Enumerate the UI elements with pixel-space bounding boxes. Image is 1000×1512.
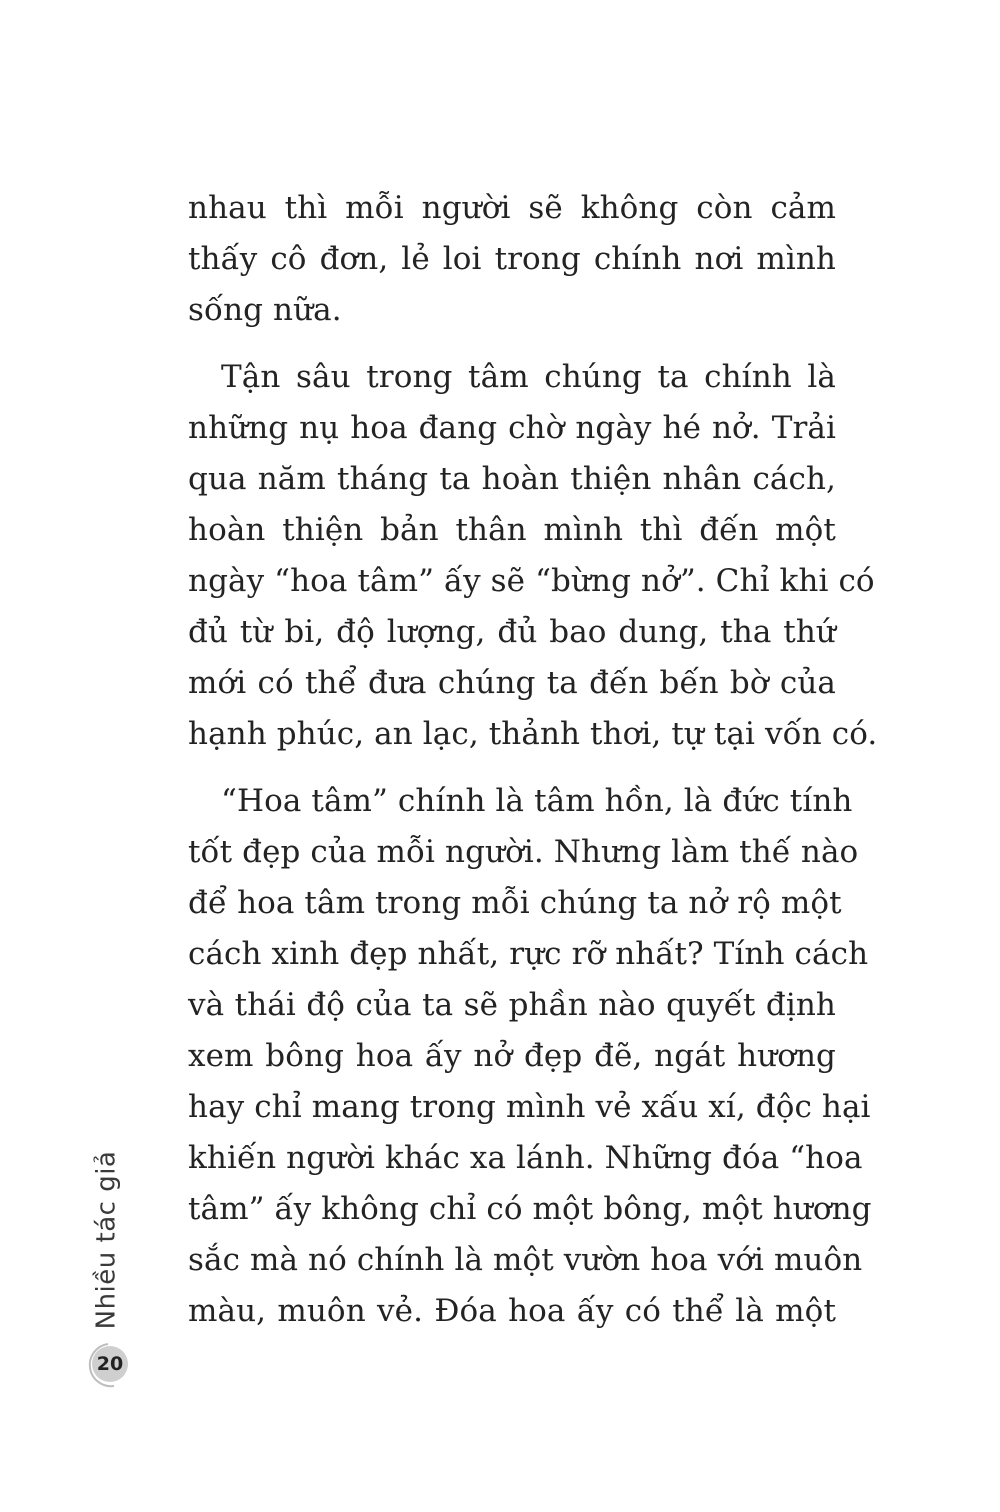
text-line: tốt đẹp của mỗi người. Nhưng làm thế nào bbox=[188, 834, 859, 870]
text-line: và thái độ của ta sẽ phần nào quyết định bbox=[188, 987, 836, 1023]
text-line: hạnh phúc, an lạc, thảnh thơi, tự tại vốn có. bbox=[188, 716, 878, 752]
text-line: sống nữa. bbox=[188, 292, 342, 328]
paragraph-3 bbox=[188, 776, 872, 1337]
text-line: mới có thể đưa chúng ta đến bến bờ của bbox=[188, 665, 836, 701]
text-line: qua năm tháng ta hoàn thiện nhân cách, bbox=[188, 461, 836, 497]
text-line: xem bông hoa ấy nở đẹp đẽ, ngát hương bbox=[188, 1038, 836, 1074]
text-line: những nụ hoa đang chờ ngày hé nở. Trải bbox=[188, 410, 836, 446]
page-number-badge bbox=[84, 1340, 134, 1390]
text-line: tâm” ấy không chỉ có một bông, một hương bbox=[188, 1191, 872, 1227]
paragraph-2 bbox=[188, 352, 878, 760]
page-number: 20 bbox=[92, 1346, 128, 1382]
running-author bbox=[86, 1150, 126, 1330]
text-line: đủ từ bi, độ lượng, đủ bao dung, tha thứ bbox=[188, 614, 836, 650]
text-line: hoàn thiện bản thân mình thì đến một bbox=[188, 512, 836, 548]
text-line: màu, muôn vẻ. Đóa hoa ấy có thể là một bbox=[188, 1293, 836, 1329]
author-label: Nhiều tác giả bbox=[91, 1150, 121, 1330]
text-line: nhau thì mỗi người sẽ không còn cảm bbox=[188, 190, 836, 226]
text-line: khiến người khác xa lánh. Những đóa “hoa bbox=[188, 1140, 863, 1176]
text-line: thấy cô đơn, lẻ loi trong chính nơi mình bbox=[188, 241, 836, 277]
text-line: để hoa tâm trong mỗi chúng ta nở rộ một bbox=[188, 885, 842, 921]
body-text bbox=[188, 183, 878, 1353]
text-line: hay chỉ mang trong mình vẻ xấu xí, độc hại bbox=[188, 1089, 871, 1125]
text-line: Tận sâu trong tâm chúng ta chính là bbox=[221, 359, 836, 395]
text-line: ngày “hoa tâm” ấy sẽ “bừng nở”. Chỉ khi có bbox=[188, 563, 875, 599]
text-line: cách xinh đẹp nhất, rực rỡ nhất? Tính cách bbox=[188, 936, 869, 972]
text-line: “Hoa tâm” chính là tâm hồn, là đức tính bbox=[221, 783, 853, 819]
text-line: sắc mà nó chính là một vườn hoa với muôn bbox=[188, 1242, 863, 1278]
paragraph-1 bbox=[188, 183, 836, 336]
